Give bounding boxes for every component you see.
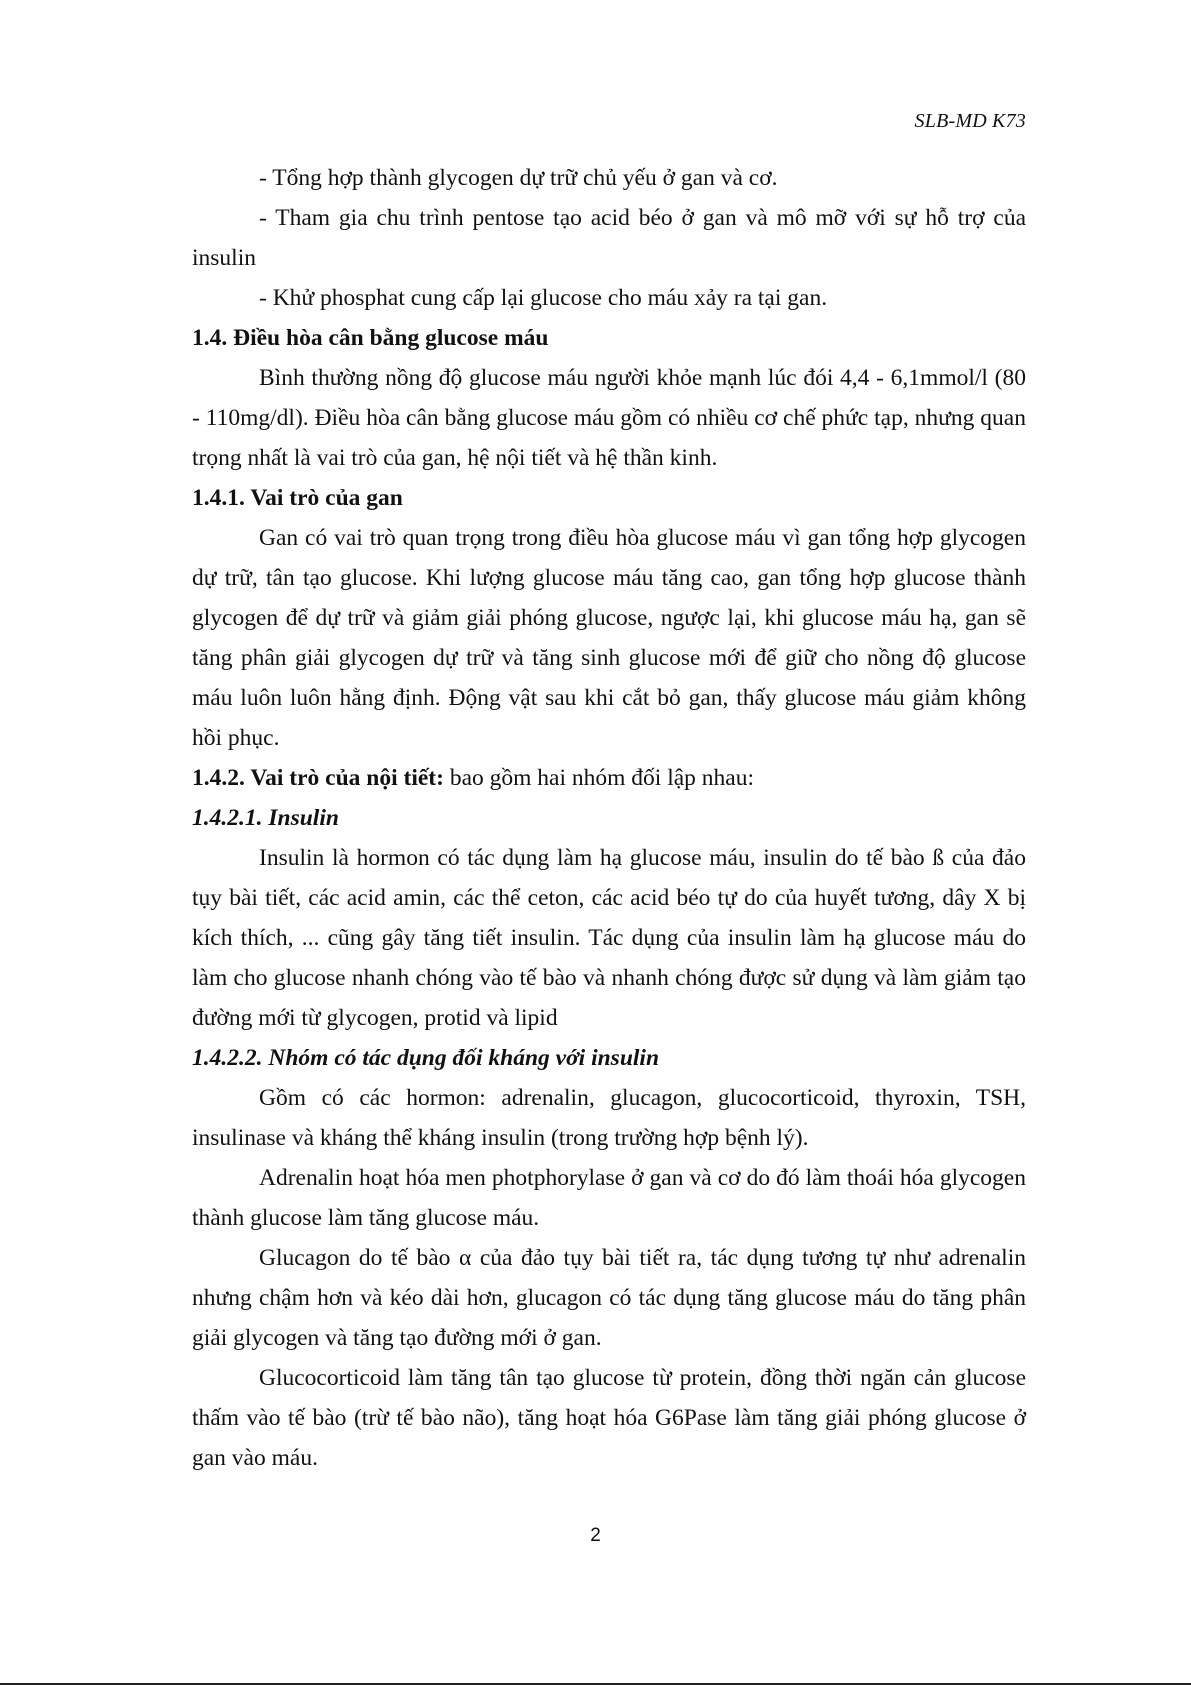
section-heading-1-4-2-2: 1.4.2.2. Nhóm có tác dụng đối kháng với insulin <box>192 1045 660 1071</box>
page-body <box>192 158 1026 1478</box>
section-heading-1-4-2 <box>192 758 1026 798</box>
section-heading-1-4-2-1: 1.4.2.1. Insulin <box>192 805 339 831</box>
paragraph-glucagon: Glucagon do tế bào α của đảo tụy bài tiết ra, tác dụng tương tự như adrenalin nhưng chậm hơn và kéo dài hơn, glucagon có tác dụng tăng glucose máu do tăng phân giải glycogen và tăng tạo đường mới ở gan. <box>192 1245 1026 1351</box>
paragraph-glycogen-synthesis: - Tổng hợp thành glycogen dự trữ chủ yếu ở gan và cơ. <box>259 165 778 191</box>
paragraph-liver-role: Gan có vai trò quan trọng trong điều hòa glucose máu vì gan tổng hợp glycogen dự trữ, tân tạo glucose. Khi lượng glucose máu tăng cao, gan tổng hợp glucose thành glycogen để dự trữ và giảm giải phóng glucose, ngược lại, khi glucose máu hạ, gan sẽ tăng phân giải glycogen dự trữ và tăng sinh glucose mới để giữ cho nồng độ glucose máu luôn luôn hằng định. Động vật sau khi cắt bỏ gan, thấy glucose máu giảm không hồi phục. <box>192 525 1026 751</box>
paragraph-adrenalin: Adrenalin hoạt hóa men photphorylase ở gan và cơ do đó làm thoái hóa glycogen thành glucose làm tăng glucose máu. <box>192 1165 1026 1231</box>
paragraph-glucocorticoid: Glucocorticoid làm tăng tân tạo glucose từ protein, đồng thời ngăn cản glucose thấm vào tế bào (trừ tế bào não), tăng hoạt hóa G6Pase làm tăng giải phóng glucose ở gan vào máu. <box>192 1365 1026 1471</box>
running-header: SLB-MD K73 <box>914 110 1026 132</box>
paragraph-pentose-cycle: - Tham gia chu trình pentose tạo acid béo ở gan và mô mỡ với sự hỗ trợ của insulin <box>192 205 1026 271</box>
section-heading-1-4-1: 1.4.1. Vai trò của gan <box>192 485 403 511</box>
section-heading-1-4: 1.4. Điều hòa cân bằng glucose máu <box>192 325 549 351</box>
section-heading-1-4-2-title: 1.4.2. Vai trò của nội tiết: <box>192 765 444 791</box>
paragraph-insulin: Insulin là hormon có tác dụng làm hạ glucose máu, insulin do tế bào ß của đảo tụy bài tiết, các acid amin, các thể ceton, các acid béo tự do của huyết tương, dây X bị kích thích, ... cũng gây tăng tiết insulin. Tác dụng của insulin làm hạ glucose máu do làm cho glucose nhanh chóng vào tế bào và nhanh chóng được sử dụng và làm giảm tạo đường mới từ glycogen, protid và lipid <box>192 845 1026 1031</box>
paragraph-hormone-list: Gồm có các hormon: adrenalin, glucagon, glucocorticoid, thyroxin, TSH, insulinase và kháng thể kháng insulin (trong trường hợp bệnh lý). <box>192 1085 1026 1151</box>
section-heading-1-4-2-rest: bao gồm hai nhóm đối lập nhau: <box>443 765 754 791</box>
page-number: 2 <box>590 1525 601 1546</box>
paragraph-dephosphorylation: - Khử phosphat cung cấp lại glucose cho máu xảy ra tại gan. <box>259 285 828 311</box>
paragraph-normal-glucose: Bình thường nồng độ glucose máu người khỏe mạnh lúc đói 4,4 - 6,1mmol/l (80 - 110mg/dl). Điều hòa cân bằng glucose máu gồm có nhiều cơ chế phức tạp, nhưng quan trọng nhất là vai trò của gan, hệ nội tiết và hệ thần kinh. <box>192 365 1026 471</box>
